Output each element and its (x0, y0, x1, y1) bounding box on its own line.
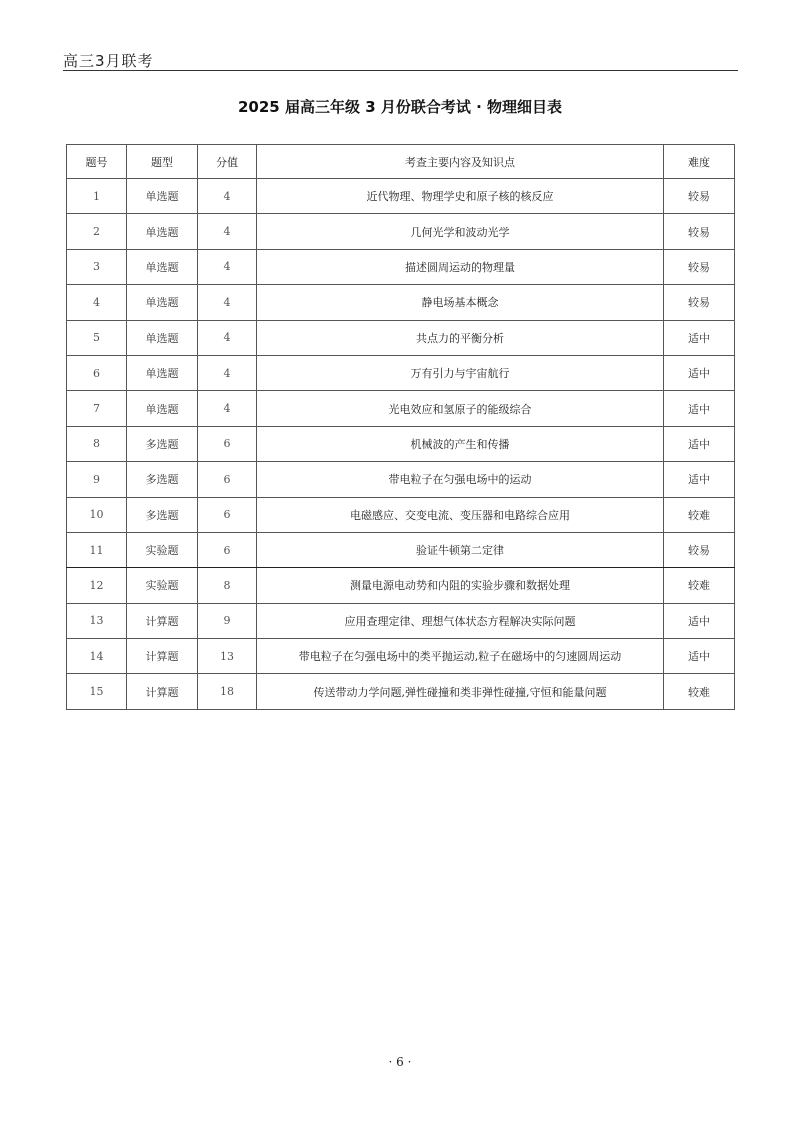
cell-type: 单选题 (127, 179, 198, 214)
cell-score: 6 (198, 462, 257, 497)
cell-content: 静电场基本概念 (257, 285, 664, 320)
table-row (67, 285, 735, 320)
table-row (67, 249, 735, 284)
table-row (67, 568, 735, 603)
cell-content: 应用查理定律、理想气体状态方程解决实际问题 (257, 603, 664, 638)
cell-difficulty: 较易 (664, 285, 735, 320)
cell-difficulty: 适中 (664, 355, 735, 390)
cell-score: 4 (198, 320, 257, 355)
cell-score: 4 (198, 355, 257, 390)
cell-type: 单选题 (127, 214, 198, 249)
cell-score: 4 (198, 214, 257, 249)
cell-difficulty: 适中 (664, 603, 735, 638)
table-row (67, 355, 735, 390)
table-header-row (67, 145, 735, 179)
page-title: 2025 届高三年级 3 月份联合考试 · 物理细目表 (238, 98, 562, 116)
cell-number: 7 (67, 391, 127, 426)
cell-number: 10 (67, 497, 127, 532)
cell-number: 11 (67, 532, 127, 567)
column-header-difficulty: 难度 (664, 145, 735, 179)
cell-number: 2 (67, 214, 127, 249)
column-header-number: 题号 (67, 145, 127, 179)
cell-content: 万有引力与宇宙航行 (257, 355, 664, 390)
table-row (67, 179, 735, 214)
cell-score: 6 (198, 497, 257, 532)
cell-content: 验证牛顿第二定律 (257, 532, 664, 567)
cell-number: 1 (67, 179, 127, 214)
cell-type: 多选题 (127, 462, 198, 497)
table-row (67, 391, 735, 426)
cell-score: 4 (198, 179, 257, 214)
cell-number: 6 (67, 355, 127, 390)
table-row (67, 674, 735, 709)
cell-difficulty: 较难 (664, 674, 735, 709)
detail-table (66, 144, 735, 710)
cell-score: 6 (198, 532, 257, 567)
cell-number: 8 (67, 426, 127, 461)
cell-number: 5 (67, 320, 127, 355)
cell-score: 6 (198, 426, 257, 461)
cell-content: 共点力的平衡分析 (257, 320, 664, 355)
detail-table-container (66, 144, 734, 710)
column-header-content: 考查主要内容及知识点 (257, 145, 664, 179)
table-row (67, 426, 735, 461)
cell-difficulty: 较易 (664, 214, 735, 249)
cell-number: 12 (67, 568, 127, 603)
cell-number: 4 (67, 285, 127, 320)
cell-difficulty: 适中 (664, 320, 735, 355)
table-row (67, 497, 735, 532)
cell-type: 单选题 (127, 355, 198, 390)
table-row (67, 462, 735, 497)
header-text: 高三3月联考 (63, 52, 154, 70)
cell-difficulty: 较易 (664, 532, 735, 567)
cell-type: 实验题 (127, 568, 198, 603)
cell-difficulty: 适中 (664, 426, 735, 461)
cell-type: 计算题 (127, 639, 198, 674)
cell-score: 18 (198, 674, 257, 709)
cell-difficulty: 较易 (664, 179, 735, 214)
cell-type: 单选题 (127, 391, 198, 426)
cell-type: 单选题 (127, 285, 198, 320)
cell-number: 15 (67, 674, 127, 709)
cell-score: 4 (198, 249, 257, 284)
cell-type: 单选题 (127, 249, 198, 284)
cell-difficulty: 较难 (664, 568, 735, 603)
cell-type: 实验题 (127, 532, 198, 567)
cell-difficulty: 较易 (664, 249, 735, 284)
cell-content: 传送带动力学问题,弹性碰撞和类非弹性碰撞,守恒和能量问题 (257, 674, 664, 709)
cell-content: 带电粒子在匀强电场中的运动 (257, 462, 664, 497)
cell-content: 机械波的产生和传播 (257, 426, 664, 461)
cell-score: 4 (198, 285, 257, 320)
cell-score: 13 (198, 639, 257, 674)
page-number: · 6 · (388, 1055, 412, 1069)
cell-difficulty: 较难 (664, 497, 735, 532)
table-row (67, 214, 735, 249)
cell-content: 带电粒子在匀强电场中的类平抛运动,粒子在磁场中的匀速圆周运动 (257, 639, 664, 674)
cell-number: 9 (67, 462, 127, 497)
table-row (67, 320, 735, 355)
cell-content: 几何光学和波动光学 (257, 214, 664, 249)
table-row (67, 603, 735, 638)
column-header-type: 题型 (127, 145, 198, 179)
cell-content: 近代物理、物理学史和原子核的核反应 (257, 179, 664, 214)
cell-type: 多选题 (127, 497, 198, 532)
cell-difficulty: 适中 (664, 462, 735, 497)
page-header (63, 50, 738, 71)
table-row (67, 532, 735, 567)
cell-content: 测量电源电动势和内阻的实验步骤和数据处理 (257, 568, 664, 603)
cell-score: 8 (198, 568, 257, 603)
cell-type: 多选题 (127, 426, 198, 461)
table-row (67, 639, 735, 674)
cell-type: 计算题 (127, 603, 198, 638)
cell-type: 单选题 (127, 320, 198, 355)
cell-score: 4 (198, 391, 257, 426)
column-header-score: 分值 (198, 145, 257, 179)
cell-number: 3 (67, 249, 127, 284)
cell-number: 13 (67, 603, 127, 638)
cell-score: 9 (198, 603, 257, 638)
cell-difficulty: 适中 (664, 639, 735, 674)
cell-number: 14 (67, 639, 127, 674)
cell-content: 电磁感应、交变电流、变压器和电路综合应用 (257, 497, 664, 532)
cell-difficulty: 适中 (664, 391, 735, 426)
table-body (67, 179, 735, 710)
cell-content: 描述圆周运动的物理量 (257, 249, 664, 284)
cell-type: 计算题 (127, 674, 198, 709)
cell-content: 光电效应和氢原子的能级综合 (257, 391, 664, 426)
